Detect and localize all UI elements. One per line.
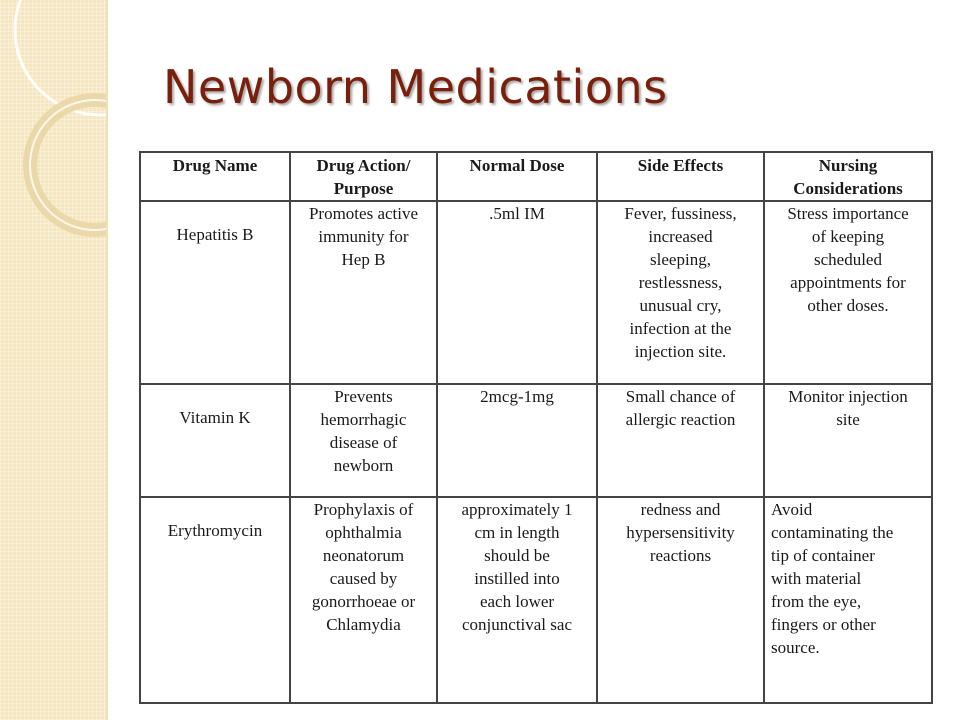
cell-normal-dose: 2mcg-1mg: [437, 384, 597, 497]
cell-normal-dose: approximately 1 cm in length should be instilled into each lower conjunctival sac: [437, 497, 597, 703]
cell-side-effects: Small chance of allergic reaction: [597, 384, 764, 497]
header-nursing-considerations: Nursing Considerations: [764, 152, 932, 201]
cell-drug-action: Prophylaxis of ophthalmia neonatorum caused by gonorrhoeae or Chlamydia: [290, 497, 437, 703]
cell-drug-name: Erythromycin: [140, 497, 290, 703]
cell-side-effects: redness and hypersensitivity reactions: [597, 497, 764, 703]
table-row: [140, 384, 932, 497]
cell-drug-name: Hepatitis B: [140, 201, 290, 384]
header-drug-name: Drug Name: [140, 152, 290, 201]
table-row: [140, 201, 932, 384]
cell-drug-action: Promotes active immunity for Hep B: [290, 201, 437, 384]
table-header-row: [140, 152, 932, 201]
cell-drug-action: Prevents hemorrhagic disease of newborn: [290, 384, 437, 497]
decorative-sidebar: [0, 0, 107, 720]
cell-nursing-considerations: Monitor injection site: [764, 384, 932, 497]
table-row: [140, 497, 932, 703]
cell-normal-dose: .5ml IM: [437, 201, 597, 384]
medications-table: [139, 151, 933, 704]
header-drug-action: Drug Action/ Purpose: [290, 152, 437, 201]
cell-nursing-considerations: Avoid contaminating the tip of container with material from the eye, fingers or other source.: [764, 497, 932, 703]
cell-side-effects: Fever, fussiness, increased sleeping, restlessness, unusual cry, infection at the injection site.: [597, 201, 764, 384]
header-normal-dose: Normal Dose: [437, 152, 597, 201]
decorative-circles: [0, 0, 106, 260]
sidebar-edge: [106, 0, 108, 720]
header-side-effects: Side Effects: [597, 152, 764, 201]
cell-drug-name: Vitamin K: [140, 384, 290, 497]
slide-title: Newborn Medications: [163, 60, 668, 114]
cell-nursing-considerations: Stress importance of keeping scheduled appointments for other doses.: [764, 201, 932, 384]
